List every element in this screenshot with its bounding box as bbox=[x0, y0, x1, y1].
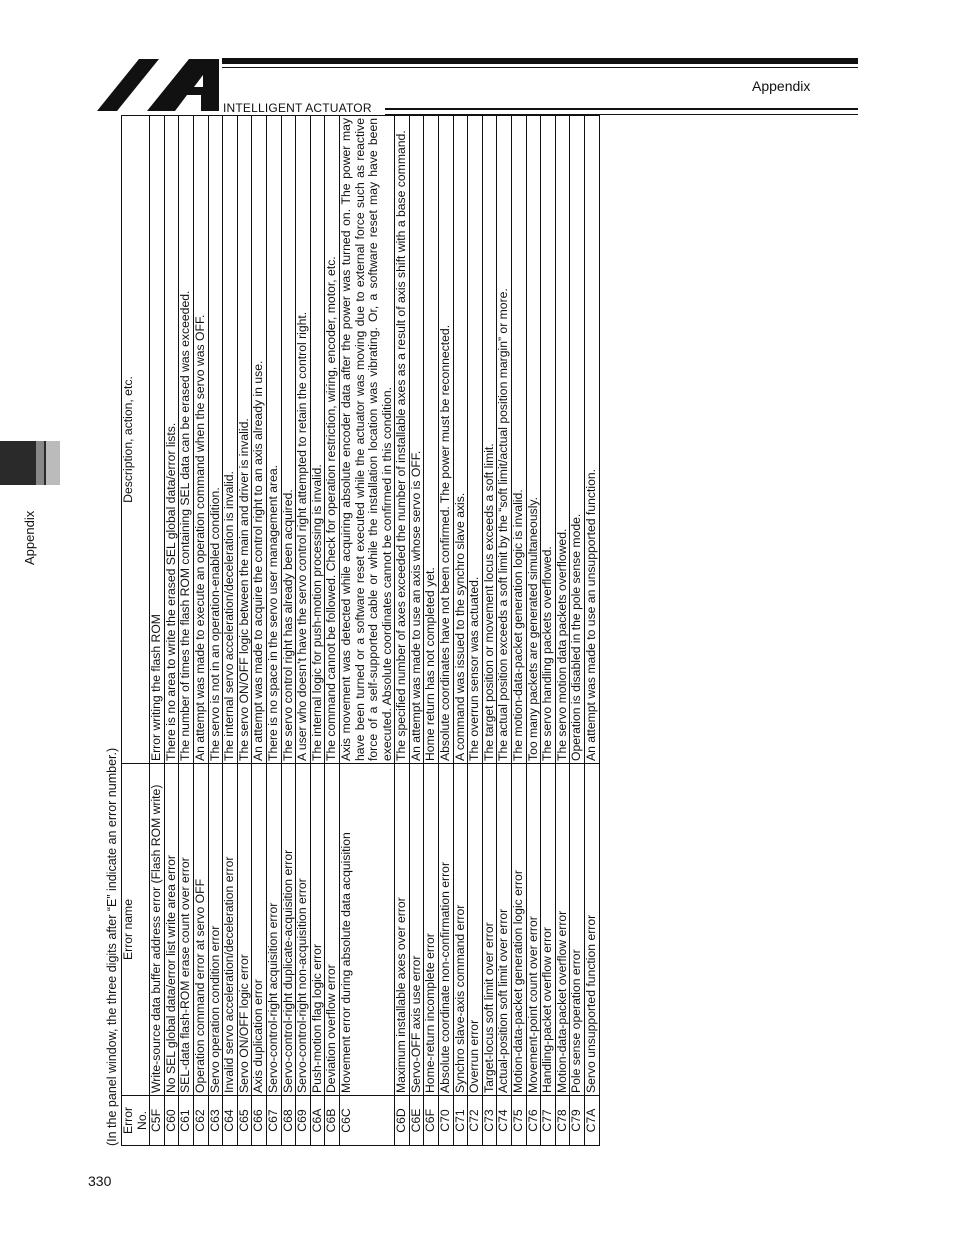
error-name-cell: Synchro slave-axis command error bbox=[453, 764, 468, 1096]
description-cell: The servo motion data packets overflowed. bbox=[555, 116, 570, 764]
table-caption: (In the panel window, the three digits after “E” indicate an error number.) bbox=[105, 747, 119, 1146]
table-row bbox=[453, 116, 468, 1146]
error-name-cell: Write-source data buffer address error (Flash ROM write) bbox=[150, 764, 165, 1096]
description-cell: An attempt was made to use an unsupported function. bbox=[585, 116, 600, 764]
description-cell: An attempt was made to execute an operation command when the servo was OFF. bbox=[193, 116, 208, 764]
table-row bbox=[497, 116, 512, 1146]
description-cell: The servo ON/OFF logic between the main and driver is invalid. bbox=[237, 116, 252, 764]
error-name-cell: Motion-data-packet generation logic error bbox=[512, 764, 527, 1096]
error-name-cell: Servo unsupported function error bbox=[585, 764, 600, 1096]
description-cell: An attempt was made to use an axis whose servo is OFF. bbox=[409, 116, 424, 764]
error-number-cell: C6B bbox=[325, 1096, 340, 1146]
table-row bbox=[424, 116, 439, 1146]
error-number-cell: C74 bbox=[497, 1096, 512, 1146]
error-name-cell: Servo-OFF axis use error bbox=[409, 764, 424, 1096]
error-name-cell: Servo ON/OFF logic error bbox=[237, 764, 252, 1096]
table-row bbox=[252, 116, 267, 1146]
error-number-cell: C6C bbox=[339, 1096, 394, 1146]
error-number-cell: C75 bbox=[512, 1096, 527, 1146]
table-row bbox=[439, 116, 454, 1146]
error-number-cell: C6F bbox=[424, 1096, 439, 1146]
table-row bbox=[179, 116, 194, 1146]
description-cell: Error writing the flash ROM bbox=[150, 116, 165, 764]
table-row bbox=[223, 116, 238, 1146]
description-cell: An attempt was made to acquire the control right to an axis already in use. bbox=[252, 116, 267, 764]
error-number-cell: C76 bbox=[526, 1096, 541, 1146]
description-cell: The specified number of axes exceeded the number of installable axes as a result of axis shift with a base command. bbox=[395, 116, 410, 764]
error-number-cell: C68 bbox=[281, 1096, 296, 1146]
header-error-name: Error name bbox=[122, 764, 150, 1096]
description-cell: A user who doesn’t have the servo control right attempted to retain the control right. bbox=[296, 116, 311, 764]
table-row bbox=[482, 116, 497, 1146]
error-name-cell: Servo operation condition error bbox=[208, 764, 223, 1096]
table-row bbox=[325, 116, 340, 1146]
error-name-cell: Home-return incomplete error bbox=[424, 764, 439, 1096]
header-description: Description, action, etc. bbox=[122, 116, 150, 764]
description-cell: Home return has not completed yet. bbox=[424, 116, 439, 764]
error-name-cell: Movement-point count over error bbox=[526, 764, 541, 1096]
error-number-cell: C78 bbox=[555, 1096, 570, 1146]
error-number-cell: C71 bbox=[453, 1096, 468, 1146]
table-row bbox=[570, 116, 585, 1146]
description-cell: The internal servo acceleration/deceleration is invalid. bbox=[223, 116, 238, 764]
side-tab-marker bbox=[0, 441, 60, 485]
error-name-cell: Handling-packet overflow error bbox=[541, 764, 556, 1096]
error-number-cell: C70 bbox=[439, 1096, 454, 1146]
table-row bbox=[193, 116, 208, 1146]
error-name-cell: Deviation overflow error bbox=[325, 764, 340, 1096]
description-cell: The motion-data-packet generation logic is invalid. bbox=[512, 116, 527, 764]
table-row bbox=[339, 116, 394, 1146]
error-number-cell: C67 bbox=[266, 1096, 281, 1146]
description-cell: Too many packets are generated simultaneously. bbox=[526, 116, 541, 764]
error-number-cell: C62 bbox=[193, 1096, 208, 1146]
table-row bbox=[555, 116, 570, 1146]
table-row bbox=[512, 116, 527, 1146]
table-row bbox=[541, 116, 556, 1146]
error-number-cell: C6D bbox=[395, 1096, 410, 1146]
table-row bbox=[296, 116, 311, 1146]
error-name-cell: Axis duplication error bbox=[252, 764, 267, 1096]
error-number-cell: C63 bbox=[208, 1096, 223, 1146]
table-row bbox=[585, 116, 600, 1146]
error-name-cell: Actual-position soft limit over error bbox=[497, 764, 512, 1096]
error-name-cell: Push-motion flag logic error bbox=[310, 764, 325, 1096]
error-number-cell: C77 bbox=[541, 1096, 556, 1146]
error-name-cell: Servo-control-right non-acquisition error bbox=[296, 764, 311, 1096]
error-number-cell: C6E bbox=[409, 1096, 424, 1146]
description-cell: The internal logic for push-motion processing is invalid. bbox=[310, 116, 325, 764]
description-cell: The target position or movement locus exceeds a soft limit. bbox=[482, 116, 497, 764]
description-cell: Absolute coordinates have not been confirmed. The power must be reconnected. bbox=[439, 116, 454, 764]
description-cell: Operation is disabled in the pole sense mode. bbox=[570, 116, 585, 764]
table-row bbox=[281, 116, 296, 1146]
error-number-cell: C66 bbox=[252, 1096, 267, 1146]
error-number-cell: C73 bbox=[482, 1096, 497, 1146]
table-row bbox=[395, 116, 410, 1146]
error-name-cell: Servo-control-right acquisition error bbox=[266, 764, 281, 1096]
error-number-cell: C79 bbox=[570, 1096, 585, 1146]
header-rule-thick bbox=[222, 58, 858, 64]
error-number-cell: C7A bbox=[585, 1096, 600, 1146]
error-number-cell: C72 bbox=[468, 1096, 483, 1146]
error-number-cell: C60 bbox=[164, 1096, 179, 1146]
table-row bbox=[150, 116, 165, 1146]
iai-logo bbox=[97, 59, 219, 111]
error-name-cell: Movement error during absolute data acquisition bbox=[339, 764, 394, 1096]
error-name-cell: Servo-control-right duplicate-acquisition error bbox=[281, 764, 296, 1096]
error-table bbox=[121, 115, 600, 1146]
table-row bbox=[266, 116, 281, 1146]
description-cell: The command cannot be followed. Check for operation restriction, wiring, encoder, motor, etc. bbox=[325, 116, 340, 764]
description-cell: The number of times the flash ROM containing SEL data can be erased was exceeded. bbox=[179, 116, 194, 764]
brand-name: INTELLIGENT ACTUATOR bbox=[223, 101, 372, 115]
side-label: Appendix bbox=[22, 510, 37, 565]
error-name-cell: Motion-data-packet overflow error bbox=[555, 764, 570, 1096]
error-name-cell: SEL-data flash-ROM erase count over error bbox=[179, 764, 194, 1096]
table-header-row bbox=[122, 116, 150, 1146]
description-cell: The overrun sensor was actuated. bbox=[468, 116, 483, 764]
error-name-cell: No SEL global data/error list write area error bbox=[164, 764, 179, 1096]
description-cell: The servo handling packets overflowed. bbox=[541, 116, 556, 764]
error-name-cell: Invalid servo acceleration/deceleration error bbox=[223, 764, 238, 1096]
description-cell: The servo control right has already been acquired. bbox=[281, 116, 296, 764]
description-cell: The actual position exceeds a soft limit by the “soft limit/actual position margin” or more. bbox=[497, 116, 512, 764]
description-cell: A command was issued to the synchro slave axis. bbox=[453, 116, 468, 764]
table-row bbox=[208, 116, 223, 1146]
error-number-cell: C61 bbox=[179, 1096, 194, 1146]
error-name-cell: Target-locus soft limit over error bbox=[482, 764, 497, 1096]
table-row bbox=[310, 116, 325, 1146]
error-number-cell: C65 bbox=[237, 1096, 252, 1146]
page-number: 330 bbox=[88, 1173, 112, 1189]
description-cell: There is no area to write the erased SEL global data/error lists. bbox=[164, 116, 179, 764]
error-name-cell: Pole sense operation error bbox=[570, 764, 585, 1096]
error-name-cell: Overrun error bbox=[468, 764, 483, 1096]
header-rule-thin bbox=[222, 67, 858, 68]
error-number-cell: C64 bbox=[223, 1096, 238, 1146]
error-name-cell: Absolute coordinate non-confirmation error bbox=[439, 764, 454, 1096]
error-name-cell: Maximum installable axes over error bbox=[395, 764, 410, 1096]
table-row bbox=[409, 116, 424, 1146]
table-row bbox=[164, 116, 179, 1146]
description-cell: The servo is not in an operation-enabled condition. bbox=[208, 116, 223, 764]
table-row bbox=[526, 116, 541, 1146]
error-name-cell: Operation command error at servo OFF bbox=[193, 764, 208, 1096]
description-cell: There is no space in the servo user management area. bbox=[266, 116, 281, 764]
error-number-cell: C5F bbox=[150, 1096, 165, 1146]
description-cell: Axis movement was detected while acquiring absolute encoder data after the power was turned on. The power may have been turned or a software reset executed while the actuator was moving due to external force such as reactive force of a self-supported cable or while the installation location was vibrating. Or, a software reset may have been executed. Absolute coordinates cannot be confirmed in this condition. bbox=[339, 116, 394, 764]
header-error-no: Error No. bbox=[122, 1096, 150, 1146]
error-number-cell: C6A bbox=[310, 1096, 325, 1146]
error-number-cell: C69 bbox=[296, 1096, 311, 1146]
running-head: Appendix bbox=[752, 78, 811, 94]
table-row bbox=[237, 116, 252, 1146]
brand-rule bbox=[385, 108, 858, 115]
rotated-table-block bbox=[104, 116, 842, 1146]
table-row bbox=[468, 116, 483, 1146]
